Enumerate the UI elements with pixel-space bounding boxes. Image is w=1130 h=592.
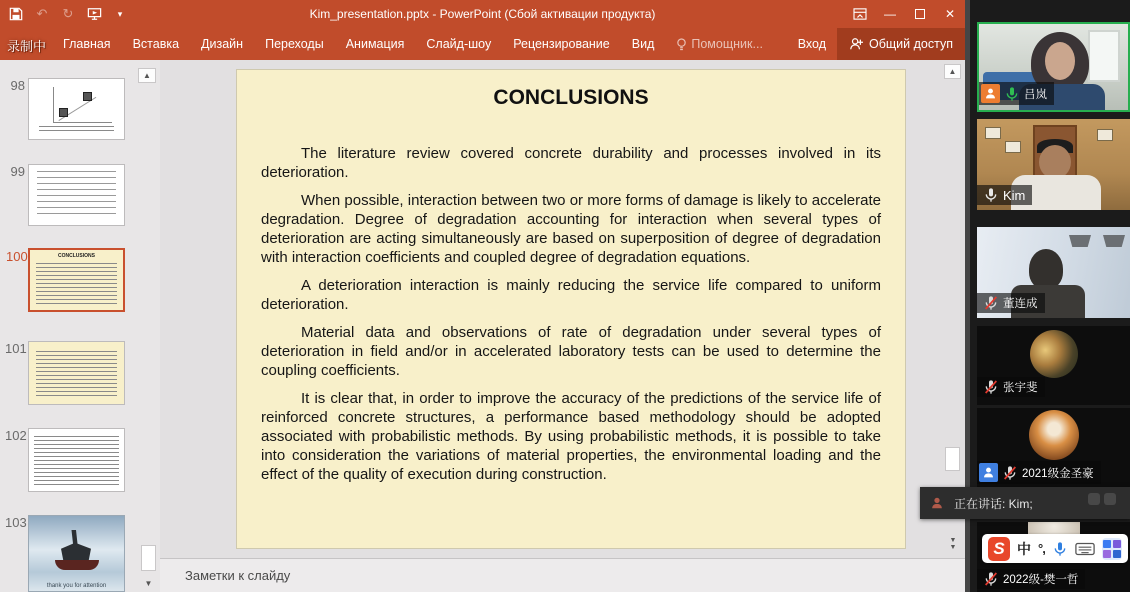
tab-assistant-label: Помощник... (691, 37, 763, 51)
window-title: Kim_presentation.pptx - PowerPoint (Сбой активации продукта) (309, 7, 656, 21)
member-badge-icon (979, 463, 998, 482)
participant-name: Kim (1003, 187, 1026, 203)
slide-paragraph: It is clear that, in order to improve the accuracy of the predictions of the service life of reinforced concrete structures, a performance based methodology should be adopted associated with probabilistic methods. By using probabilistic methods, it is possible to take into consideration the variations of material properties, the environmental loading and the effect of the quality of execution during construction. (261, 390, 881, 483)
maximize-button[interactable] (905, 0, 935, 28)
ribbon-display-options-icon[interactable] (845, 0, 875, 28)
close-button[interactable]: ✕ (944, 7, 956, 21)
video-tile-participant-5[interactable] (977, 408, 1130, 488)
slide-thumbnail-98[interactable] (10, 78, 125, 140)
mic-muted-icon (983, 295, 999, 311)
slide-canvas[interactable] (237, 70, 905, 548)
participant-label (977, 377, 1045, 397)
slide-scroll-up-button[interactable]: ▲ (944, 64, 961, 79)
tab-insert[interactable]: Вставка (132, 37, 180, 51)
slide-thumbnail-101[interactable] (5, 341, 125, 405)
participant-label (979, 82, 1054, 105)
thumbnails-scrollbar-thumb[interactable] (141, 545, 156, 571)
tab-animations[interactable]: Анимация (345, 37, 405, 51)
participant-name: 吕岚 (1024, 88, 1047, 101)
tab-transitions[interactable]: Переходы (265, 37, 324, 51)
slide-number: 103 (5, 515, 27, 530)
slide-scrollbar-thumb[interactable] (945, 447, 960, 471)
slide-thumbnail-103[interactable] (5, 515, 125, 592)
tab-design[interactable]: Дизайн (201, 37, 244, 51)
thumb-text-lines (37, 171, 116, 219)
speaking-toast (920, 487, 1130, 519)
mic-muted-icon (983, 571, 999, 587)
participant-avatar (1030, 330, 1078, 378)
participant-label (977, 185, 1032, 205)
video-tile-participant-1[interactable] (977, 22, 1130, 112)
host-badge-icon (981, 84, 1000, 103)
speaking-toast-text: 正在讲话: Kim; (954, 496, 1033, 511)
thumb-caption: thank you for attention (46, 583, 107, 589)
punctuation-toggle[interactable]: °, (1038, 541, 1045, 556)
slide-paragraph: Material data and observations of rate of degradation under several types of deterioration in field and/or in accelerated laboratory tests can be used to determine the coupling coefficients. (261, 324, 881, 379)
slide-thumbnail-100-selected[interactable] (6, 248, 125, 312)
slide-number: 98 (10, 78, 25, 93)
participant-label (977, 293, 1045, 313)
qat-customize-arrow-icon[interactable]: ▾ (117, 8, 123, 19)
slide-thumbnail-panel (0, 60, 160, 592)
powerpoint-titlebar (0, 0, 965, 28)
toolbox-grid-icon[interactable] (1102, 538, 1122, 560)
participant-avatar (1029, 410, 1079, 460)
participant-name: 2022级-樊一哲 (1003, 574, 1079, 586)
lightbulb-icon (676, 38, 687, 51)
thumb-chart-graphic (35, 85, 118, 133)
slide-number: 100 (6, 249, 28, 264)
slide-paragraph: The literature review covered concrete durability and processes involved in its deterioration. (261, 145, 881, 181)
tab-view[interactable]: Вид (631, 37, 655, 51)
video-tile-participant-2[interactable] (977, 119, 1130, 210)
slide-title: CONCLUSIONS (493, 86, 649, 109)
recording-indicator: 录制中 (7, 39, 47, 54)
speaker-icon (930, 496, 944, 510)
sogou-logo-icon[interactable]: S (988, 537, 1010, 561)
notes-pane[interactable] (160, 558, 965, 592)
video-tile-participant-4[interactable] (977, 326, 1130, 405)
slide-number: 99 (10, 164, 25, 179)
notes-placeholder-label: Заметки к слайду (185, 568, 291, 583)
slide-thumbnail-102[interactable] (5, 428, 125, 492)
participant-label (977, 569, 1085, 589)
mic-on-icon (1004, 86, 1020, 102)
ribbon-tab-row (0, 28, 965, 60)
thumb-text-lines (36, 263, 117, 306)
mic-on-icon (983, 187, 999, 203)
redo-icon[interactable]: ↻ (62, 6, 74, 21)
slide-paragraph: When possible, interaction between two or more forms of damage is likely to accelerate degradation. Degree of degradation accounting for interaction when several types of deterioration are acting simultaneously are based on superposition of degree of degradation with interaction coefficients and coupled degree of degradation equations. (261, 192, 881, 266)
slide-number: 102 (5, 428, 27, 443)
window-controls (845, 0, 965, 28)
thumb-text-lines (34, 436, 119, 487)
participant-name: 2021级金圣豪 (1022, 467, 1094, 480)
sign-in-button[interactable]: Вход (797, 37, 827, 51)
voice-input-icon[interactable] (1052, 541, 1068, 557)
tab-assistant[interactable] (665, 28, 774, 60)
next-slide-button[interactable]: ▼ ▼ (949, 537, 957, 551)
undo-icon[interactable]: ↶ (36, 6, 48, 21)
participant-label (977, 461, 1101, 484)
thumb-ship-hull (55, 560, 99, 570)
ime-toolbar (982, 534, 1128, 563)
mic-muted-icon (983, 379, 999, 395)
thumbnails-scroll-down-button[interactable]: ▼ (144, 578, 153, 588)
tab-home[interactable]: Главная (63, 37, 111, 51)
slide-paragraph: A deterioration interaction is mainly reducing the service life compared to uniform deterioration. (261, 277, 881, 313)
tab-slideshow[interactable]: Слайд-шоу (426, 37, 492, 51)
quick-access-toolbar (0, 6, 128, 22)
keyboard-icon[interactable] (1075, 542, 1095, 556)
tab-review[interactable]: Рецензирование (513, 37, 610, 51)
minimize-button[interactable]: — (884, 7, 896, 21)
chinese-mode-toggle[interactable]: 中 (1017, 540, 1032, 557)
thumbnails-scroll-up-button[interactable]: ▲ (138, 68, 156, 83)
start-slideshow-icon[interactable] (86, 6, 102, 22)
mic-muted-icon (1002, 465, 1018, 481)
thumb-ship-graphic (61, 530, 91, 564)
person-plus-icon (849, 37, 863, 51)
save-icon[interactable] (8, 6, 24, 22)
watermark-decoration (1088, 493, 1116, 505)
thumb-mini-title: CONCLUSIONS (58, 253, 95, 259)
thumb-text-lines (36, 351, 117, 396)
slide-number: 101 (5, 341, 27, 356)
video-tile-participant-3[interactable] (977, 227, 1130, 318)
share-button[interactable] (837, 28, 965, 60)
share-button-label: Общий доступ (869, 37, 953, 51)
participant-name: 董连成 (1003, 298, 1038, 310)
slide-thumbnail-99[interactable] (10, 164, 125, 226)
participant-name: 张宇斐 (1003, 382, 1038, 394)
